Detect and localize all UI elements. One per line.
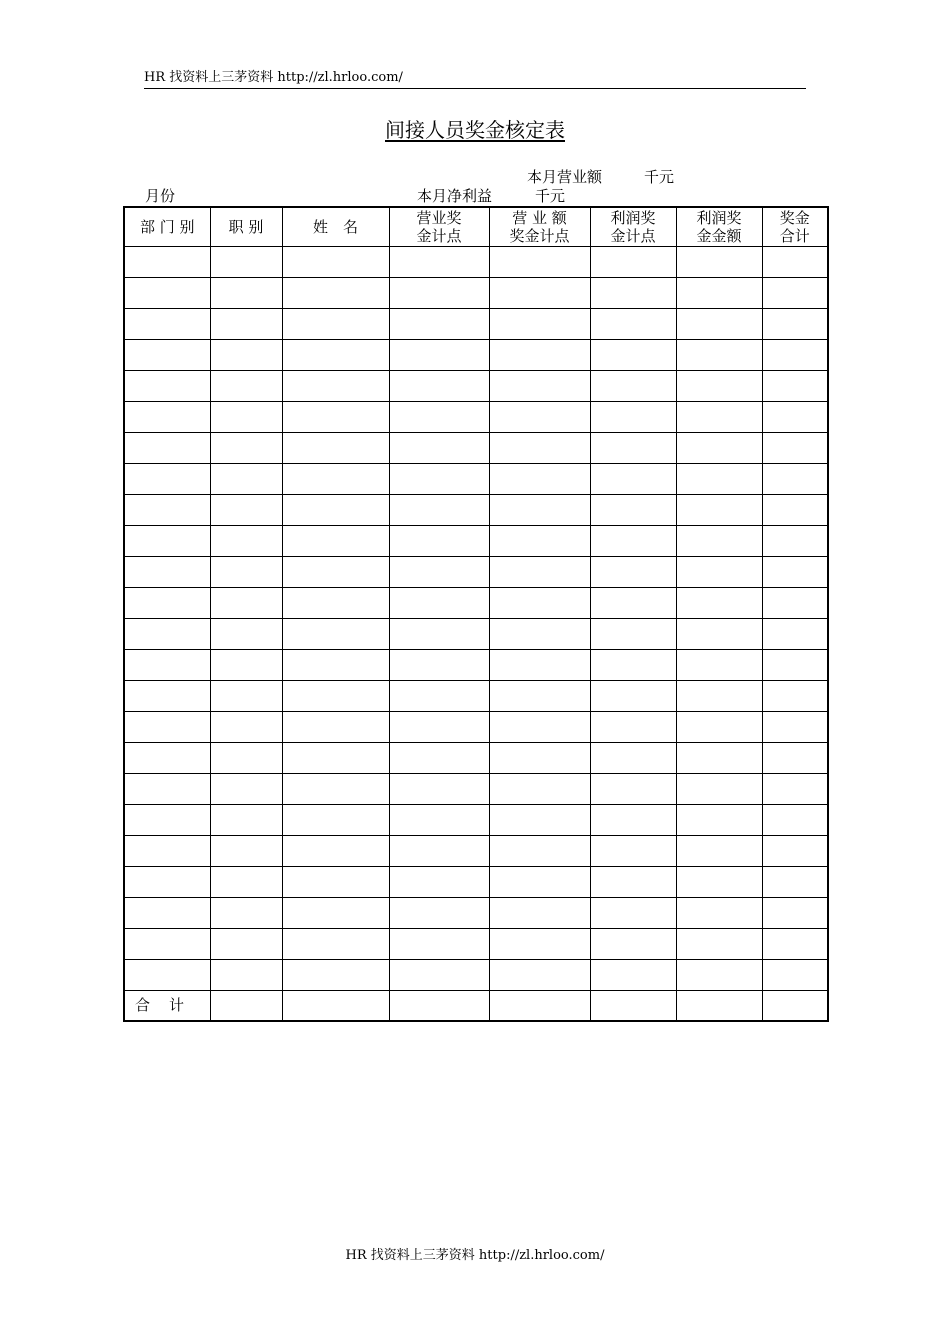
table-cell[interactable] [762, 866, 828, 897]
table-row [124, 339, 828, 370]
table-cell[interactable] [389, 990, 489, 1021]
table-cell[interactable] [124, 804, 210, 835]
table-cell[interactable] [676, 494, 762, 525]
table-cell[interactable] [590, 928, 676, 959]
table-cell[interactable] [590, 339, 676, 370]
table-cell[interactable] [124, 773, 210, 804]
table-cell[interactable] [762, 587, 828, 618]
column-header [210, 207, 282, 246]
column-header-line: 营业奖 [416, 208, 462, 227]
table-cell[interactable] [124, 370, 210, 401]
document-title [0, 118, 950, 142]
table-cell[interactable] [389, 370, 489, 401]
table-cell[interactable] [762, 649, 828, 680]
table-cell[interactable] [590, 742, 676, 773]
table-cell[interactable] [676, 401, 762, 432]
table-cell[interactable] [282, 525, 389, 556]
page-header [144, 70, 806, 89]
table-header-row [124, 207, 828, 246]
table-cell[interactable] [489, 556, 590, 587]
table-cell[interactable] [210, 711, 282, 742]
table-cell[interactable] [389, 308, 489, 339]
table-cell[interactable] [282, 463, 389, 494]
table-cell[interactable] [590, 401, 676, 432]
table-cell[interactable] [489, 990, 590, 1021]
table-row [124, 959, 828, 990]
table-cell[interactable] [489, 370, 590, 401]
table-cell[interactable] [762, 990, 828, 1021]
table-cell[interactable] [489, 587, 590, 618]
table-cell[interactable] [590, 804, 676, 835]
table-cell[interactable] [282, 277, 389, 308]
table-cell[interactable] [282, 246, 389, 277]
column-header [676, 207, 762, 246]
column-header-line: 利润奖 [696, 208, 742, 227]
bonus-table [123, 206, 829, 1022]
table-cell[interactable] [590, 525, 676, 556]
table-cell[interactable] [489, 432, 590, 463]
table-cell[interactable] [124, 401, 210, 432]
table-cell[interactable] [210, 556, 282, 587]
table-cell[interactable] [210, 246, 282, 277]
table-cell[interactable] [762, 339, 828, 370]
table-cell[interactable] [489, 773, 590, 804]
page-footer [0, 1248, 950, 1264]
table-cell[interactable] [389, 711, 489, 742]
table-cell[interactable] [389, 742, 489, 773]
table-row [124, 680, 828, 711]
table-row [124, 649, 828, 680]
table-cell[interactable] [590, 618, 676, 649]
table-cell[interactable] [282, 432, 389, 463]
table-cell[interactable] [590, 494, 676, 525]
table-cell[interactable] [489, 835, 590, 866]
table-cell[interactable] [676, 742, 762, 773]
table-cell[interactable] [210, 308, 282, 339]
table-cell[interactable] [282, 556, 389, 587]
column-header-line: 金计点 [416, 226, 462, 245]
table-cell[interactable] [489, 928, 590, 959]
table-cell[interactable] [762, 401, 828, 432]
table-cell[interactable] [282, 711, 389, 742]
table-cell[interactable] [590, 277, 676, 308]
table-cell[interactable] [124, 339, 210, 370]
table-cell[interactable] [124, 711, 210, 742]
table-cell[interactable] [590, 370, 676, 401]
table-cell[interactable] [210, 649, 282, 680]
table-row [124, 556, 828, 587]
table-row [124, 618, 828, 649]
table-cell[interactable] [676, 277, 762, 308]
table-cell[interactable] [676, 370, 762, 401]
table-cell[interactable] [676, 556, 762, 587]
table-cell[interactable] [210, 990, 282, 1021]
table-cell[interactable] [124, 680, 210, 711]
table-cell[interactable] [124, 897, 210, 928]
table-cell[interactable] [282, 959, 389, 990]
table-cell[interactable] [389, 804, 489, 835]
column-header [389, 207, 489, 246]
table-cell[interactable] [489, 525, 590, 556]
table-cell[interactable] [124, 587, 210, 618]
table-cell[interactable] [590, 680, 676, 711]
column-header-line: 利润奖 [610, 208, 656, 227]
table-cell[interactable] [389, 649, 489, 680]
table-cell[interactable] [210, 587, 282, 618]
table-cell[interactable] [676, 432, 762, 463]
table-cell[interactable] [210, 742, 282, 773]
table-cell[interactable] [389, 959, 489, 990]
column-header-line: 姓 名 [312, 217, 358, 236]
table-cell[interactable] [590, 773, 676, 804]
column-header-line: 营 业 额 [512, 208, 567, 227]
revenue-label: 本月营业额 [527, 168, 603, 186]
month-label: 月份 [145, 187, 176, 205]
table-cell[interactable] [282, 835, 389, 866]
table-cell[interactable] [762, 525, 828, 556]
table-cell[interactable] [762, 897, 828, 928]
table-cell[interactable] [762, 742, 828, 773]
table-cell[interactable] [489, 680, 590, 711]
title-text: 间接人员奖金核定表 [385, 118, 565, 142]
table-cell[interactable] [762, 959, 828, 990]
table-row [124, 432, 828, 463]
table-cell[interactable] [210, 897, 282, 928]
table-row [124, 835, 828, 866]
table-cell[interactable] [282, 804, 389, 835]
column-header-line: 部 门 别 [139, 217, 195, 236]
table-cell[interactable] [210, 680, 282, 711]
table-cell[interactable] [210, 866, 282, 897]
column-header-line: 合计 [779, 226, 810, 245]
table-row [124, 711, 828, 742]
table-row [124, 246, 828, 277]
table-cell[interactable] [210, 463, 282, 494]
table-cell[interactable] [282, 494, 389, 525]
column-header [590, 207, 676, 246]
table-cell[interactable] [676, 308, 762, 339]
table-cell[interactable] [762, 680, 828, 711]
table-cell[interactable] [124, 525, 210, 556]
table-cell[interactable] [762, 370, 828, 401]
profit-unit: 千元 [535, 187, 566, 205]
table-cell[interactable] [676, 680, 762, 711]
table-cell[interactable] [762, 463, 828, 494]
table-row [124, 897, 828, 928]
table-cell[interactable] [762, 928, 828, 959]
table-row [124, 525, 828, 556]
table-cell[interactable] [124, 866, 210, 897]
table-cell[interactable] [590, 897, 676, 928]
table-cell[interactable] [489, 959, 590, 990]
table-cell[interactable] [489, 463, 590, 494]
profit-label: 本月净利益 [417, 187, 493, 205]
table-cell[interactable] [489, 494, 590, 525]
table-body [124, 246, 828, 1021]
table-cell[interactable] [762, 246, 828, 277]
table-cell[interactable] [124, 649, 210, 680]
table-cell[interactable] [590, 587, 676, 618]
table-cell[interactable] [489, 866, 590, 897]
table-row [124, 308, 828, 339]
table-cell[interactable] [389, 246, 489, 277]
table-cell[interactable] [389, 339, 489, 370]
column-header-line: 金计点 [610, 226, 656, 245]
table-cell[interactable] [389, 866, 489, 897]
column-header-line: 奖金计点 [509, 226, 570, 245]
table-row [124, 587, 828, 618]
table-cell[interactable] [389, 463, 489, 494]
table-cell[interactable] [210, 370, 282, 401]
table-cell[interactable] [676, 618, 762, 649]
table-cell[interactable] [124, 246, 210, 277]
revenue-unit: 千元 [644, 168, 675, 186]
table-cell[interactable] [489, 246, 590, 277]
table-cell[interactable] [389, 401, 489, 432]
table-cell[interactable] [282, 401, 389, 432]
table-cell[interactable] [124, 928, 210, 959]
table-cell[interactable] [210, 773, 282, 804]
table-cell[interactable] [676, 804, 762, 835]
table-cell[interactable] [282, 649, 389, 680]
table-cell[interactable] [676, 587, 762, 618]
table-cell[interactable] [762, 432, 828, 463]
table-cell[interactable] [282, 370, 389, 401]
table-cell[interactable] [124, 556, 210, 587]
table-cell[interactable] [282, 339, 389, 370]
table-cell[interactable] [124, 618, 210, 649]
table-cell[interactable] [389, 432, 489, 463]
table-cell[interactable] [676, 959, 762, 990]
table-cell[interactable] [282, 618, 389, 649]
table-cell[interactable] [210, 618, 282, 649]
column-header [762, 207, 828, 246]
table-cell[interactable] [676, 835, 762, 866]
table-cell[interactable] [762, 835, 828, 866]
table-cell[interactable] [676, 711, 762, 742]
table-cell[interactable] [489, 649, 590, 680]
table-cell[interactable] [389, 494, 489, 525]
table-cell[interactable] [389, 556, 489, 587]
column-header-line: 金金额 [696, 226, 742, 245]
table-cell[interactable] [762, 804, 828, 835]
table-cell[interactable] [489, 804, 590, 835]
total-row [124, 990, 828, 1021]
table-cell[interactable] [676, 928, 762, 959]
table-row [124, 773, 828, 804]
table-cell[interactable] [676, 990, 762, 1021]
table-cell[interactable] [762, 773, 828, 804]
table-row [124, 866, 828, 897]
table-cell[interactable] [124, 835, 210, 866]
table-cell[interactable] [124, 432, 210, 463]
table-cell[interactable] [389, 525, 489, 556]
table-cell[interactable] [124, 277, 210, 308]
table-cell[interactable] [676, 866, 762, 897]
table-cell[interactable] [389, 835, 489, 866]
table-cell[interactable] [282, 587, 389, 618]
table-cell[interactable] [590, 866, 676, 897]
table-cell[interactable] [590, 246, 676, 277]
table-cell[interactable] [762, 711, 828, 742]
header-text: HR 找资料上三茅资料 http://zl.hrloo.com/ [144, 70, 403, 85]
table-cell[interactable] [489, 711, 590, 742]
table-cell[interactable] [282, 897, 389, 928]
table-cell[interactable] [389, 587, 489, 618]
table-cell[interactable] [590, 432, 676, 463]
table-cell[interactable] [590, 556, 676, 587]
table-cell[interactable] [282, 742, 389, 773]
table-row [124, 928, 828, 959]
table-cell[interactable] [210, 339, 282, 370]
table-cell[interactable] [762, 556, 828, 587]
column-header [489, 207, 590, 246]
table-cell[interactable] [489, 339, 590, 370]
table-row [124, 463, 828, 494]
footer-text: HR 找资料上三茅资料 http://zl.hrloo.com/ [345, 1248, 605, 1263]
table-cell[interactable] [590, 711, 676, 742]
table-cell[interactable] [210, 928, 282, 959]
table-cell[interactable] [210, 525, 282, 556]
table-cell[interactable] [489, 742, 590, 773]
table-cell[interactable] [676, 649, 762, 680]
table-cell[interactable] [676, 339, 762, 370]
table-row [124, 401, 828, 432]
table-cell[interactable] [489, 618, 590, 649]
table-cell[interactable] [282, 308, 389, 339]
table-cell[interactable] [762, 494, 828, 525]
table-row [124, 494, 828, 525]
table-cell[interactable] [489, 308, 590, 339]
table-row [124, 370, 828, 401]
table-cell[interactable] [124, 463, 210, 494]
table-cell[interactable] [676, 246, 762, 277]
table-cell[interactable] [282, 680, 389, 711]
total-label: 合 计 [124, 990, 210, 1021]
table-cell[interactable] [590, 959, 676, 990]
table-cell[interactable] [762, 618, 828, 649]
column-header [282, 207, 389, 246]
table-cell[interactable] [282, 928, 389, 959]
table-cell[interactable] [676, 525, 762, 556]
table-cell[interactable] [590, 463, 676, 494]
table-row [124, 804, 828, 835]
table-cell[interactable] [210, 804, 282, 835]
table-cell[interactable] [282, 866, 389, 897]
table-cell[interactable] [762, 308, 828, 339]
table-cell[interactable] [676, 897, 762, 928]
table-cell[interactable] [210, 835, 282, 866]
table-cell[interactable] [389, 680, 489, 711]
column-header [124, 207, 210, 246]
table-cell[interactable] [489, 401, 590, 432]
table-cell[interactable] [210, 959, 282, 990]
table-cell[interactable] [389, 618, 489, 649]
table-cell[interactable] [590, 649, 676, 680]
table-cell[interactable] [389, 277, 489, 308]
table-cell[interactable] [676, 773, 762, 804]
table-cell[interactable] [676, 463, 762, 494]
table-cell[interactable] [210, 432, 282, 463]
table-cell[interactable] [590, 990, 676, 1021]
table-cell[interactable] [282, 990, 389, 1021]
table-row [124, 277, 828, 308]
table-cell[interactable] [389, 773, 489, 804]
table-cell[interactable] [124, 494, 210, 525]
table-cell[interactable] [282, 773, 389, 804]
table-cell[interactable] [124, 308, 210, 339]
table-cell[interactable] [389, 928, 489, 959]
table-cell[interactable] [762, 277, 828, 308]
table-cell[interactable] [210, 277, 282, 308]
table-cell[interactable] [124, 742, 210, 773]
column-header-line: 职 别 [228, 217, 264, 236]
column-header-line: 奖金 [779, 208, 810, 227]
table-row [124, 742, 828, 773]
table-cell[interactable] [590, 308, 676, 339]
table-cell[interactable] [124, 959, 210, 990]
table-cell[interactable] [489, 897, 590, 928]
table-cell[interactable] [489, 277, 590, 308]
table-cell[interactable] [590, 835, 676, 866]
table-cell[interactable] [210, 401, 282, 432]
table-cell[interactable] [210, 494, 282, 525]
table-cell[interactable] [389, 897, 489, 928]
